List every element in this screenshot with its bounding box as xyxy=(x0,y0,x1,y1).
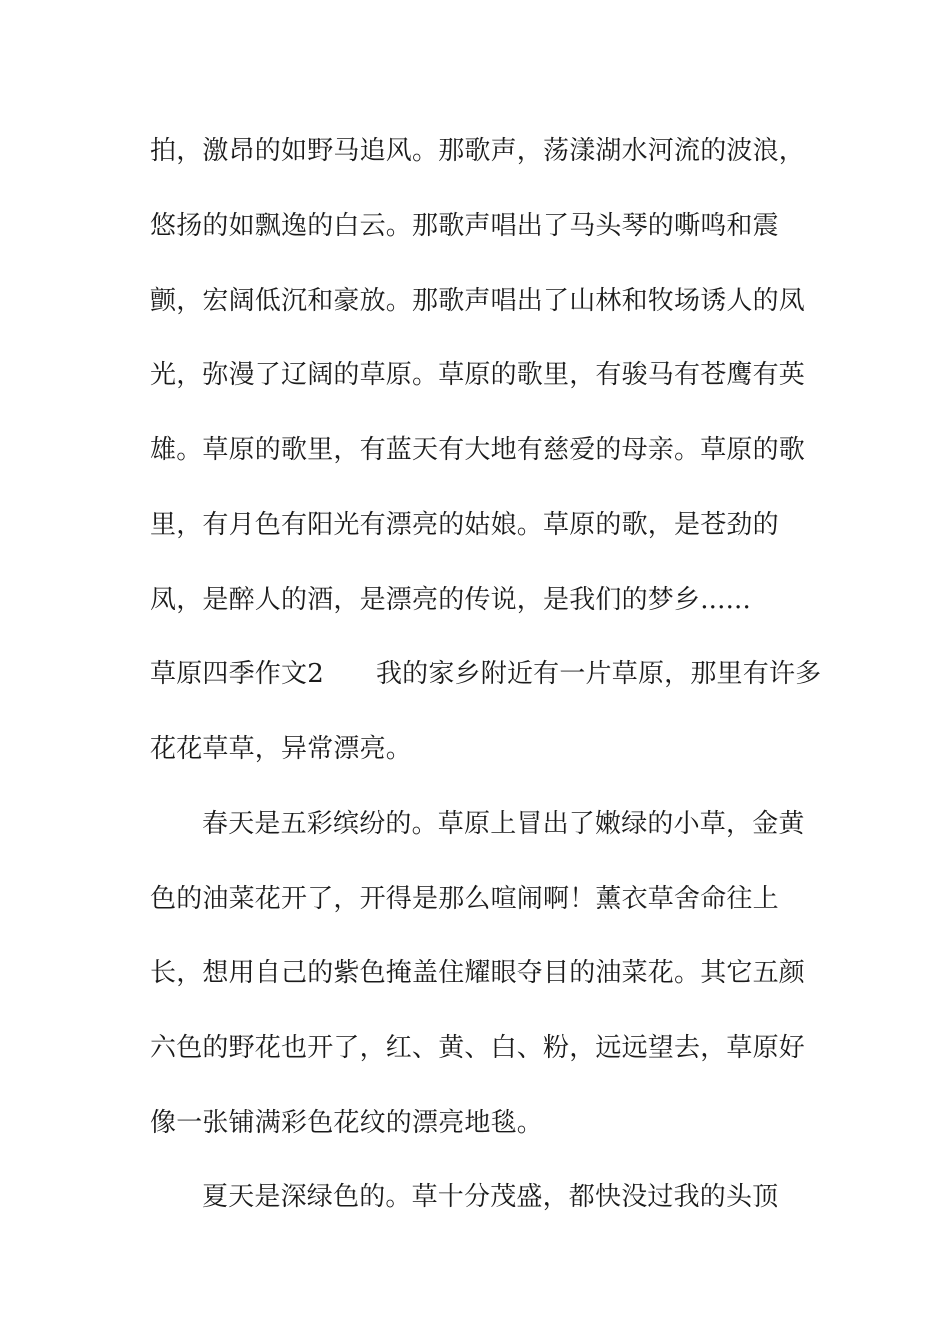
text-line: 六色的野花也开了，红、黄、白、粉，远远望去，草原好 xyxy=(150,1033,806,1063)
text-line: 光，弥漫了辽阔的草原。草原的歌里，有骏马有苍鹰有英 xyxy=(150,360,806,390)
text-line: 拍，激昂的如野马追风。那歌声，荡漾湖水河流的波浪， xyxy=(150,136,806,166)
text-line: 悠扬的如飘逸的白云。那歌声唱出了马头琴的嘶鸣和震 xyxy=(150,211,779,241)
essay-heading: 草原四季作文2 xyxy=(150,659,324,689)
text-line: 凤，是醉人的酒，是漂亮的传说，是我们的梦乡...... xyxy=(150,585,751,615)
text-line: 色的油菜花开了，开得是那么喧闹啊！薰衣草舍命往上 xyxy=(150,884,779,914)
paragraph-start-line: 春天是五彩缤纷的。草原上冒出了嫩绿的小草，金黄 xyxy=(202,809,805,839)
text-line: 像一张铺满彩色花纹的漂亮地毯。 xyxy=(150,1108,544,1138)
heading-text: 我的家乡附近有一片草原，那里有许多 xyxy=(375,659,822,689)
text-line: 雄。草原的歌里，有蓝天有大地有慈爱的母亲。草原的歌 xyxy=(150,435,806,465)
text-line: 颤，宏阔低沉和豪放。那歌声唱出了山林和牧场诱人的凤 xyxy=(150,286,806,316)
paragraph-start-line: 夏天是深绿色的。草十分茂盛，都快没过我的头顶 xyxy=(202,1182,779,1212)
text-line: 花花草草，异常漂亮。 xyxy=(150,734,413,764)
heading-line xyxy=(150,657,821,691)
text-line: 长，想用自己的紫色掩盖住耀眼夺目的油菜花。其它五颜 xyxy=(150,958,806,988)
text-line: 里，有月色有阳光有漂亮的姑娘。草原的歌，是苍劲的 xyxy=(150,510,779,540)
